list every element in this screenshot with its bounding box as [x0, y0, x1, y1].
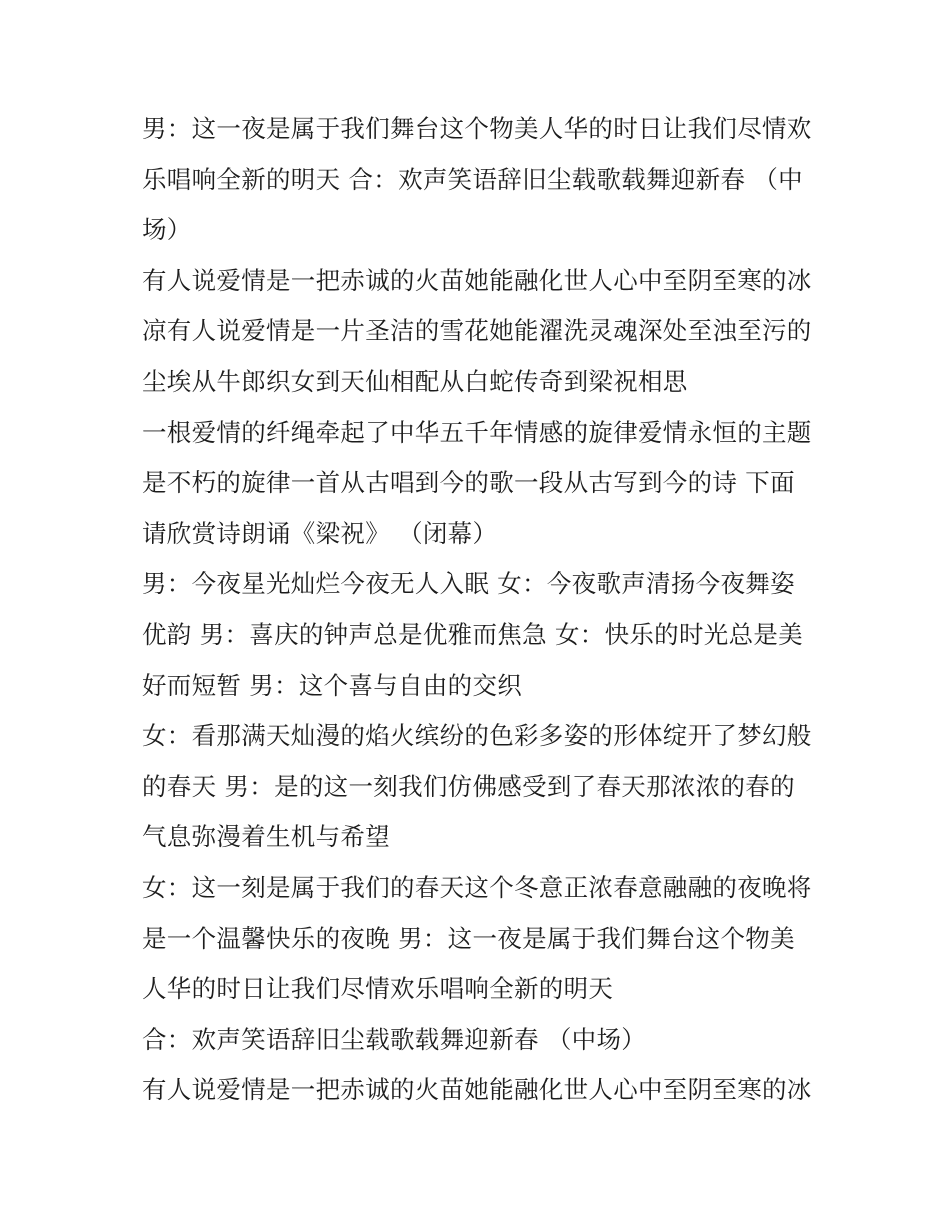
text-line: 一根爱情的纤绳牵起了中华五千年情感的旋律爱情永恒的主题	[142, 417, 812, 447]
script-text-body	[142, 104, 822, 1116]
text-line: 是不朽的旋律一首从古唱到今的歌一段从古写到今的诗 下面	[142, 468, 795, 498]
text-line: 请欣赏诗朗诵《梁祝》 （闭幕）	[142, 518, 498, 548]
text-line: 合：欢声笑语辞旧尘载歌载舞迎新春 （中场）	[142, 1024, 647, 1054]
text-line: 气息弥漫着生机与希望	[142, 822, 390, 852]
text-line: 优韵 男：喜庆的钟声总是优雅而焦急 女：快乐的时光总是美	[142, 619, 803, 649]
text-line: 场）	[142, 215, 192, 245]
text-line: 的春天 男：是的这一刻我们仿佛感受到了春天那浓浓的春的	[142, 771, 795, 801]
text-line: 人华的时日让我们尽情欢乐唱响全新的明天	[142, 974, 614, 1004]
text-line: 乐唱响全新的明天 合：欢声笑语辞旧尘载歌载舞迎新春 （中	[142, 164, 803, 194]
text-line: 有人说爱情是一把赤诚的火苗她能融化世人心中至阴至寒的冰	[142, 265, 812, 295]
text-line: 女：看那满天灿漫的焰火缤纷的色彩多姿的形体绽开了梦幻般	[142, 721, 812, 751]
text-line: 有人说爱情是一把赤诚的火苗她能融化世人心中至阴至寒的冰	[142, 1075, 812, 1105]
text-line: 好而短暂 男：这个喜与自由的交织	[142, 670, 523, 700]
text-line: 女：这一刻是属于我们的春天这个冬意正浓春意融融的夜晚将	[142, 872, 812, 902]
text-line: 是一个温馨快乐的夜晚 男：这一夜是属于我们舞台这个物美	[142, 923, 795, 953]
text-line: 凉有人说爱情是一片圣洁的雪花她能濯洗灵魂深处至浊至污的	[142, 316, 812, 346]
text-line: 男：今夜星光灿烂今夜无人入眠 女：今夜歌声清扬今夜舞姿	[142, 569, 795, 599]
text-line: 尘埃从牛郎织女到天仙相配从白蛇传奇到梁祝相思	[142, 366, 688, 396]
text-line: 男：这一夜是属于我们舞台这个物美人华的时日让我们尽情欢	[142, 114, 812, 143]
